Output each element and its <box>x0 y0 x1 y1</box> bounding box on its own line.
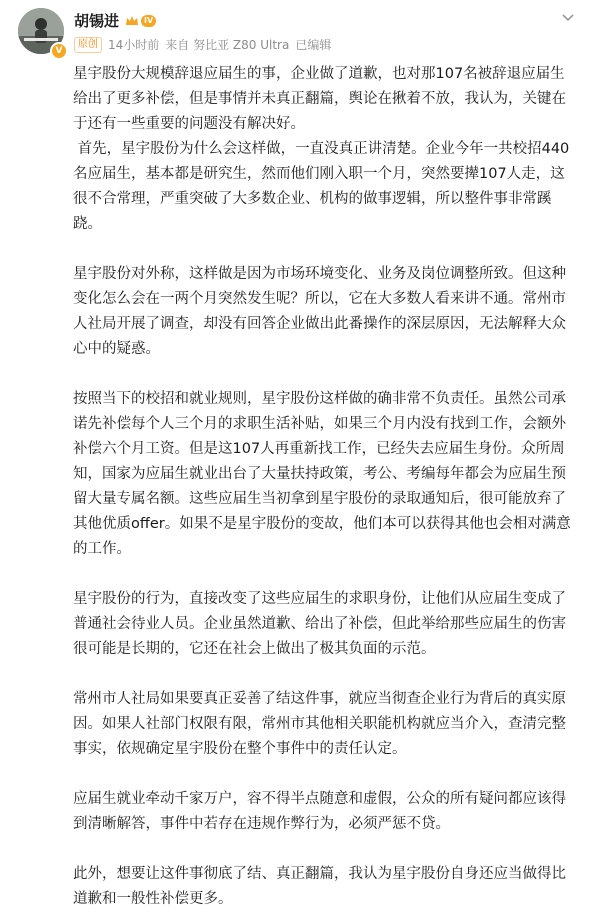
post-content <box>73 62 573 912</box>
paragraph-7: 应届生就业牵动千家万户，容不得半点随意和虚假，公众的所有疑问都应该得到清晰解答，事件中若存在违规作弊行为，必须严惩不贷。 <box>73 791 566 832</box>
post-time[interactable]: 14小时前 <box>108 38 160 52</box>
chevron-down-icon[interactable] <box>558 10 578 30</box>
edited-label[interactable]: 已编辑 <box>295 38 332 52</box>
paragraph-6: 常州市人社局如果要真正妥善了结这件事，就应当彻查企业行为背后的真实原因。如果人社部门权限有限，常州市其他相关职能机构就应当介入，查清完整事实，依规确定星宇股份在整个事件中的责任认定。 <box>73 691 566 757</box>
original-tag: 原创 <box>74 37 102 53</box>
verified-badge-icon: V <box>50 42 68 60</box>
paragraph-1: 星宇股份大规模辞退应届生的事，企业做了道歉，也对那107名被辞退应届生给出了更多补偿，但是事情并未真正翻篇，舆论在揪着不放，我认为，关键在于还有一些重要的问题没有解决好。 <box>73 66 566 132</box>
paragraph-3: 星宇股份对外称，这样做是因为市场环境变化、业务及岗位调整所致。但这种变化怎么会在一两个月突然发生呢？所以，它在大多数人看来讲不通。常州市人社局开展了调查，却没有回答企业做出此番操作的深层原因，无法解释大众心中的疑惑。 <box>73 266 566 357</box>
paragraph-2: 首先，星宇股份为什么会这样做，一直没真正讲清楚。企业今年一共校招440名应届生，基本都是研究生，然而他们刚入职一个月，突然要撵107人走，这很不合常理，严重突破了大多数企业、机构的做事逻辑，所以整件事非常蹊跷。 <box>73 141 570 232</box>
crown-icon <box>125 15 139 27</box>
level-badge: IV <box>141 15 156 27</box>
paragraph-4: 按照当下的校招和就业规则，星宇股份这样做的确非常不负责任。虽然公司承诺先补偿每个人三个月的求职生活补贴，如果三个月内没有找到工作，会额外补偿六个月工资。但是这107人再重新找工作，已经失去应届生身份。众所周知，国家为应届生就业出台了大量扶持政策，考公、考编每年都会为应届生预留大量专属名额。这些应届生当初拿到星宇股份的录取通知后，很可能放弃了其他优质offer。如果不是星宇股份的变故，他们本可以获得其他也会相对满意的工作。 <box>73 391 571 557</box>
author-name[interactable]: 胡锡进 <box>74 12 120 30</box>
post-header <box>0 0 600 62</box>
post-meta <box>74 36 331 53</box>
paragraph-8: 此外，想要让这件事彻底了结、真正翻篇，我认为星宇股份自身还应当做得比道歉和一般性补偿更多。 <box>73 866 566 907</box>
paragraph-5: 星宇股份的行为，直接改变了这些应届生的求职身份，让他们从应届生变成了普通社会待业人员。企业虽然道歉、给出了补偿，但此举给那些应届生的伤害很可能是长期的，它还在社会上做出了极其负面的示范。 <box>73 591 566 657</box>
post-source: 来自 努比亚 Z80 Ultra <box>165 38 290 52</box>
name-row <box>74 10 156 31</box>
